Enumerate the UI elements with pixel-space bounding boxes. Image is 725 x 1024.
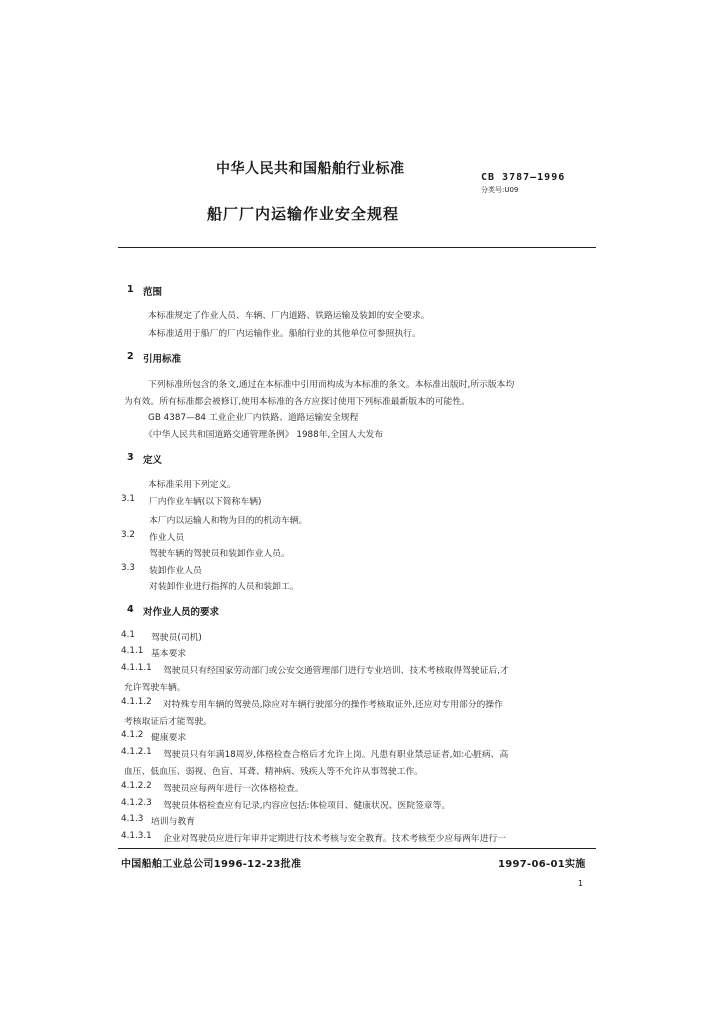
- clause-text: 允许驾驶车辆。: [124, 683, 186, 693]
- footer-divider: [118, 848, 596, 849]
- clause-heading: 健康要求: [151, 733, 187, 743]
- clause-number: 4.1.2.1: [121, 747, 152, 757]
- paragraph: 下列标准所包含的条文,通过在本标准中引用而构成为本标准的条文。本标准出版时,所示版本均: [148, 380, 515, 390]
- clause-number: 4.1.1.2: [121, 697, 152, 707]
- section-number: 2: [127, 351, 134, 362]
- clause-heading: 基本要求: [151, 649, 187, 659]
- standard-code: CB 3787—1996: [481, 172, 566, 183]
- definition-term: 装卸作业人员: [149, 566, 202, 576]
- paragraph: 本标准采用下列定义。: [148, 480, 236, 490]
- clause-number: 4.1.1: [121, 646, 144, 656]
- clause-number: 4.1.2.3: [121, 798, 152, 808]
- clause-text: 血压、低血压、弱视、色盲、耳聋、精神病、残疾人等不允许从事驾驶工作。: [124, 767, 424, 777]
- clause-number: 3.3: [121, 563, 135, 573]
- definition-term: 厂内作业车辆(以下简称车辆): [149, 497, 262, 507]
- section-heading: 对作业人员的要求: [143, 607, 220, 618]
- paragraph: 本标准规定了作业人员、车辆、厂内道路、铁路运输及装卸的安全要求。: [148, 311, 430, 321]
- header-divider: [118, 247, 596, 248]
- clause-number: 4.1.2.2: [121, 781, 152, 791]
- paragraph: 本标准适用于船厂的厂内运输作业。船舶行业的其他单位可参照执行。: [148, 329, 421, 339]
- clause-text: 对特殊专用车辆的驾驶员,除应对车辆行驶部分的操作考核取证外,还应对专用部分的操作: [163, 700, 503, 710]
- paragraph: 为有效。所有标准都会被修订,使用本标准的各方应探讨使用下列标准最新版本的可能性。: [124, 397, 470, 407]
- document-title: 船厂厂内运输作业安全规程: [207, 205, 400, 223]
- page-number: 1: [578, 879, 584, 888]
- section-heading: 定义: [143, 455, 163, 466]
- clause-text: 驾驶员只有经国家劳动部门或公安交通管理部门进行专业培训、技术考核取得驾驶证后,才: [163, 666, 509, 676]
- clause-number: 4.1.2: [121, 730, 144, 740]
- clause-heading: 驾驶员(司机): [151, 633, 202, 643]
- clause-text: 驾驶员体格检查应有记录,内容应包括:体检项目、健康状况、医院签章等。: [163, 801, 451, 811]
- definition-text: 驾驶车辆的驾驶员和装卸作业人员。: [149, 549, 290, 559]
- implementation-date: 1997-06-01实施: [498, 859, 586, 870]
- clause-number: 4.1: [121, 630, 135, 640]
- section-number: 4: [127, 604, 134, 615]
- clause-number: 4.1.3.1: [121, 831, 152, 841]
- clause-number: 3.2: [121, 530, 135, 540]
- clause-number: 4.1.1.1: [121, 663, 152, 673]
- classification-number: 分类号:U09: [481, 186, 519, 194]
- clause-number: 3.1: [121, 494, 135, 504]
- clause-text: 考核取证后才能驾驶。: [124, 717, 212, 727]
- definition-text: 对装卸作业进行指挥的人员和装卸工。: [149, 582, 299, 592]
- section-number: 3: [127, 452, 134, 463]
- reference-item: 《中华人民共和国道路交通管理条例》 1988年,全国人大发布: [144, 430, 384, 440]
- clause-text: 驾驶员应每两年进行一次体格检查。: [163, 784, 304, 794]
- definition-text: 本厂内以运输人和物为目的的机动车辆。: [149, 516, 308, 526]
- section-heading: 引用标准: [143, 354, 182, 365]
- approval-date: 中国船舶工业总公司1996-12-23批准: [121, 859, 302, 870]
- section-number: 1: [127, 284, 134, 295]
- definition-term: 作业人员: [149, 533, 185, 543]
- clause-text: 企业对驾驶员应进行年审并定期进行技术考核与安全教育。技术考核至少应每两年进行一: [163, 834, 507, 844]
- standard-body: 中华人民共和国船舶行业标准: [216, 161, 405, 177]
- section-heading: 范围: [143, 287, 163, 298]
- clause-number: 4.1.3: [121, 814, 144, 824]
- clause-heading: 培训与教育: [151, 817, 195, 827]
- reference-item: GB 4387—84 工业企业厂内铁路、道路运输安全规程: [148, 413, 359, 423]
- clause-text: 驾驶员只有年满18周岁,体格检查合格后才允许上岗。凡患有职业禁忌证者,如:心脏病、高: [163, 750, 509, 760]
